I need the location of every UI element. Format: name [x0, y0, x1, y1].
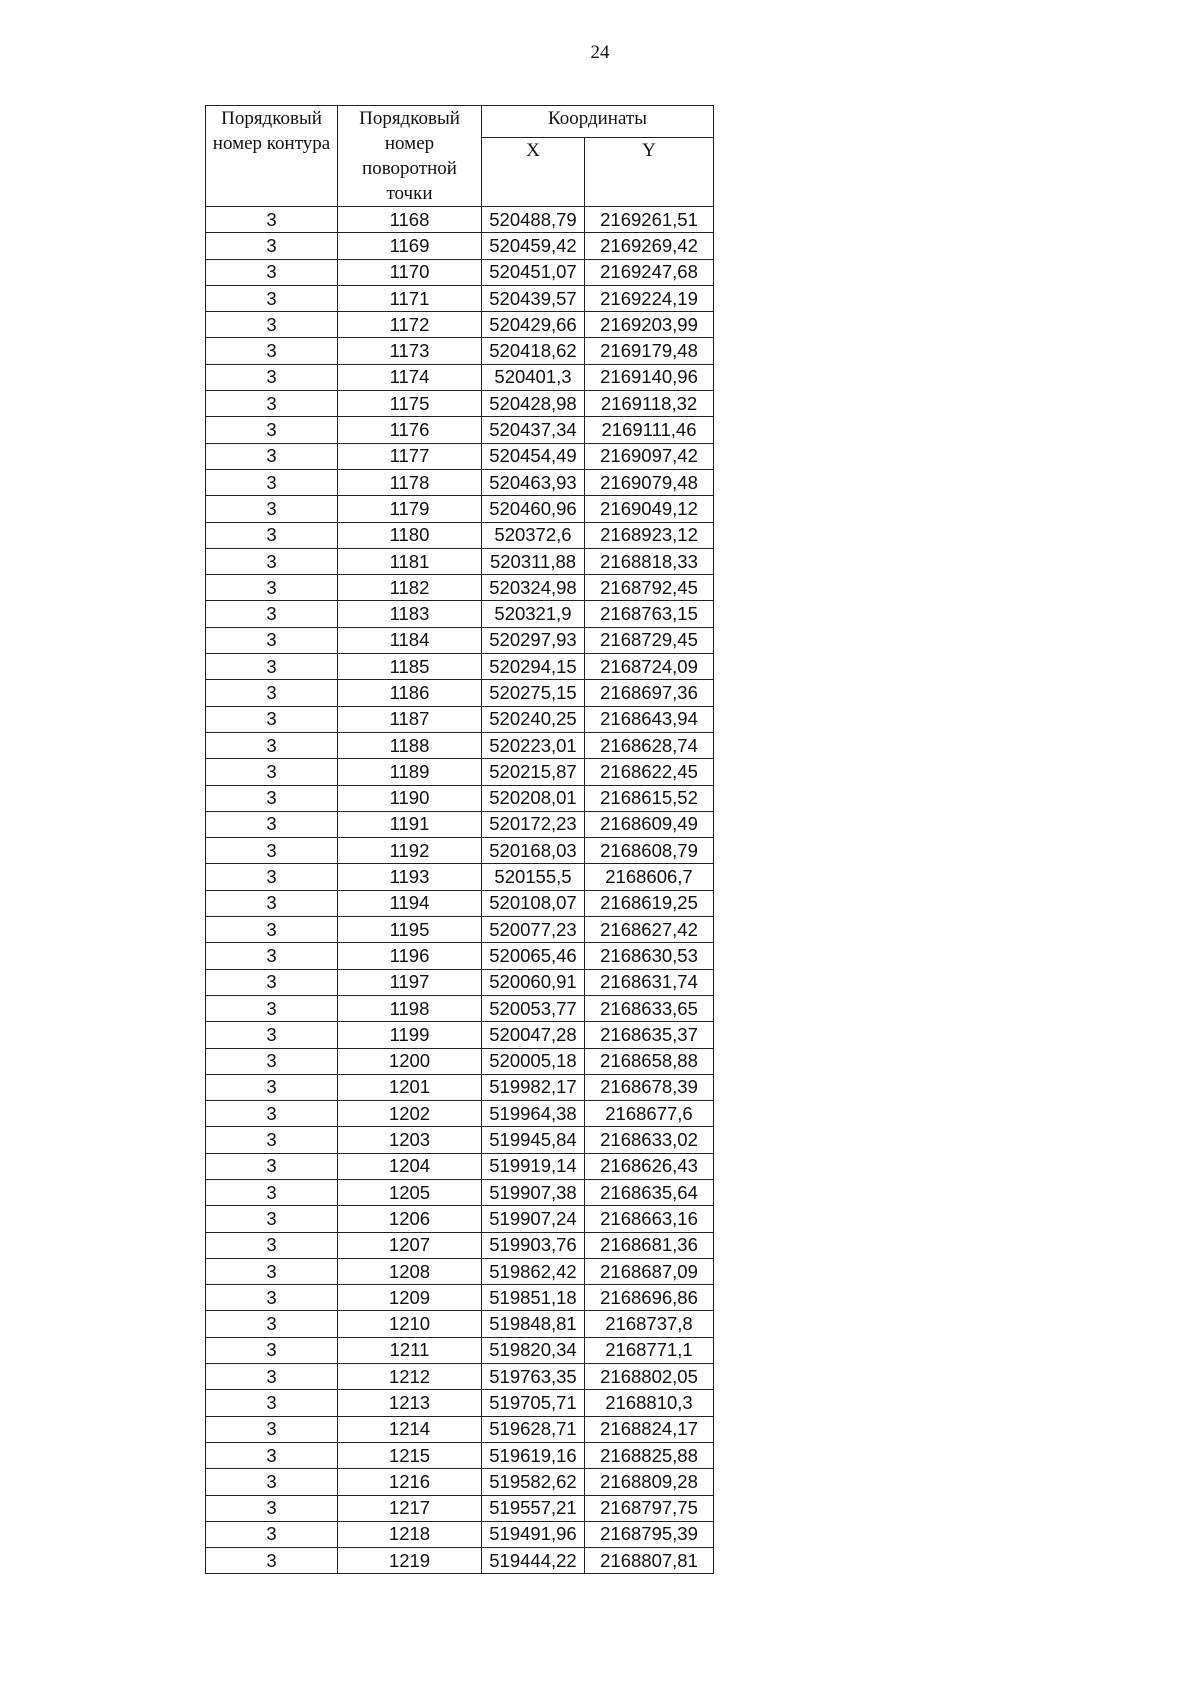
x-coordinate-cell: 519628,71: [482, 1416, 585, 1442]
table-row: [206, 233, 714, 259]
table-row: [206, 391, 714, 417]
x-coordinate-cell: 519491,96: [482, 1521, 585, 1547]
point-number-cell: 1184: [338, 627, 482, 653]
y-coordinate-cell: 2168633,65: [585, 995, 714, 1021]
x-coordinate-cell: 520324,98: [482, 575, 585, 601]
x-coordinate-cell: 520311,88: [482, 548, 585, 574]
contour-number-cell: 3: [206, 1153, 338, 1179]
x-coordinate-cell: 520077,23: [482, 917, 585, 943]
point-number-cell: 1217: [338, 1495, 482, 1521]
header-x: X: [482, 138, 585, 207]
contour-number-cell: 3: [206, 1311, 338, 1337]
point-number-cell: 1202: [338, 1101, 482, 1127]
point-number-cell: 1208: [338, 1258, 482, 1284]
point-number-cell: 1186: [338, 680, 482, 706]
y-coordinate-cell: 2168697,36: [585, 680, 714, 706]
contour-number-cell: 3: [206, 1337, 338, 1363]
x-coordinate-cell: 520155,5: [482, 864, 585, 890]
contour-number-cell: 3: [206, 1127, 338, 1153]
point-number-cell: 1214: [338, 1416, 482, 1442]
y-coordinate-cell: 2168626,43: [585, 1153, 714, 1179]
header-point-number: Порядковый номер поворотной точки: [338, 106, 482, 207]
x-coordinate-cell: 520454,49: [482, 443, 585, 469]
y-coordinate-cell: 2168797,75: [585, 1495, 714, 1521]
x-coordinate-cell: 520297,93: [482, 627, 585, 653]
header-coordinates: Координаты: [482, 106, 714, 138]
table-row: [206, 1285, 714, 1311]
point-number-cell: 1182: [338, 575, 482, 601]
contour-number-cell: 3: [206, 785, 338, 811]
table-row: [206, 1469, 714, 1495]
table-row: [206, 1337, 714, 1363]
table-row: [206, 943, 714, 969]
y-coordinate-cell: 2168678,39: [585, 1074, 714, 1100]
table-row: [206, 443, 714, 469]
x-coordinate-cell: 520108,07: [482, 890, 585, 916]
y-coordinate-cell: 2168824,17: [585, 1416, 714, 1442]
x-coordinate-cell: 520208,01: [482, 785, 585, 811]
y-coordinate-cell: 2168810,3: [585, 1390, 714, 1416]
point-number-cell: 1172: [338, 312, 482, 338]
x-coordinate-cell: 520168,03: [482, 838, 585, 864]
table-row: [206, 312, 714, 338]
table-row: [206, 1364, 714, 1390]
contour-number-cell: 3: [206, 1179, 338, 1205]
contour-number-cell: 3: [206, 207, 338, 233]
x-coordinate-cell: 520065,46: [482, 943, 585, 969]
point-number-cell: 1181: [338, 548, 482, 574]
contour-number-cell: 3: [206, 601, 338, 627]
point-number-cell: 1203: [338, 1127, 482, 1153]
table-row: [206, 917, 714, 943]
contour-number-cell: 3: [206, 1416, 338, 1442]
y-coordinate-cell: 2168606,7: [585, 864, 714, 890]
point-number-cell: 1201: [338, 1074, 482, 1100]
contour-number-cell: 3: [206, 1390, 338, 1416]
contour-number-cell: 3: [206, 917, 338, 943]
contour-number-cell: 3: [206, 627, 338, 653]
table-body: [206, 207, 714, 1574]
contour-number-cell: 3: [206, 1258, 338, 1284]
contour-number-cell: 3: [206, 1364, 338, 1390]
x-coordinate-cell: 520437,34: [482, 417, 585, 443]
point-number-cell: 1205: [338, 1179, 482, 1205]
contour-number-cell: 3: [206, 312, 338, 338]
table-row: [206, 207, 714, 233]
contour-number-cell: 3: [206, 1206, 338, 1232]
y-coordinate-cell: 2168635,64: [585, 1179, 714, 1205]
x-coordinate-cell: 520053,77: [482, 995, 585, 1021]
x-coordinate-cell: 519848,81: [482, 1311, 585, 1337]
table-row: [206, 1521, 714, 1547]
y-coordinate-cell: 2168663,16: [585, 1206, 714, 1232]
y-coordinate-cell: 2168763,15: [585, 601, 714, 627]
contour-number-cell: 3: [206, 1101, 338, 1127]
x-coordinate-cell: 520294,15: [482, 654, 585, 680]
table-row: [206, 601, 714, 627]
x-coordinate-cell: 520451,07: [482, 259, 585, 285]
table-row: [206, 1127, 714, 1153]
table-row: [206, 1153, 714, 1179]
y-coordinate-cell: 2168615,52: [585, 785, 714, 811]
table-row: [206, 838, 714, 864]
contour-number-cell: 3: [206, 1048, 338, 1074]
x-coordinate-cell: 520060,91: [482, 969, 585, 995]
y-coordinate-cell: 2168807,81: [585, 1548, 714, 1574]
contour-number-cell: 3: [206, 1022, 338, 1048]
contour-number-cell: 3: [206, 469, 338, 495]
point-number-cell: 1179: [338, 496, 482, 522]
page-number: 24: [590, 42, 610, 63]
point-number-cell: 1206: [338, 1206, 482, 1232]
x-coordinate-cell: 519919,14: [482, 1153, 585, 1179]
table-row: [206, 995, 714, 1021]
x-coordinate-cell: 520428,98: [482, 391, 585, 417]
point-number-cell: 1196: [338, 943, 482, 969]
table-row: [206, 1206, 714, 1232]
y-coordinate-cell: 2168635,37: [585, 1022, 714, 1048]
y-coordinate-cell: 2168724,09: [585, 654, 714, 680]
contour-number-cell: 3: [206, 1442, 338, 1468]
y-coordinate-cell: 2169261,51: [585, 207, 714, 233]
y-coordinate-cell: 2169203,99: [585, 312, 714, 338]
table-row: [206, 1101, 714, 1127]
point-number-cell: 1204: [338, 1153, 482, 1179]
point-number-cell: 1218: [338, 1521, 482, 1547]
contour-number-cell: 3: [206, 706, 338, 732]
x-coordinate-cell: 519557,21: [482, 1495, 585, 1521]
point-number-cell: 1168: [338, 207, 482, 233]
x-coordinate-cell: 519945,84: [482, 1127, 585, 1153]
point-number-cell: 1169: [338, 233, 482, 259]
header-y: Y: [585, 138, 714, 207]
y-coordinate-cell: 2169140,96: [585, 364, 714, 390]
table-row: [206, 1416, 714, 1442]
x-coordinate-cell: 520463,93: [482, 469, 585, 495]
x-coordinate-cell: 520418,62: [482, 338, 585, 364]
table-row: [206, 364, 714, 390]
coordinates-table: [205, 105, 714, 1574]
contour-number-cell: 3: [206, 1521, 338, 1547]
x-coordinate-cell: 519582,62: [482, 1469, 585, 1495]
y-coordinate-cell: 2168628,74: [585, 732, 714, 758]
contour-number-cell: 3: [206, 233, 338, 259]
y-coordinate-cell: 2168627,42: [585, 917, 714, 943]
table-row: [206, 1548, 714, 1574]
contour-number-cell: 3: [206, 259, 338, 285]
point-number-cell: 1213: [338, 1390, 482, 1416]
header-contour-number: Порядковый номер контура: [206, 106, 338, 207]
y-coordinate-cell: 2168771,1: [585, 1337, 714, 1363]
contour-number-cell: 3: [206, 1232, 338, 1258]
y-coordinate-cell: 2168737,8: [585, 1311, 714, 1337]
x-coordinate-cell: 519444,22: [482, 1548, 585, 1574]
y-coordinate-cell: 2169179,48: [585, 338, 714, 364]
table-row: [206, 969, 714, 995]
x-coordinate-cell: 519907,38: [482, 1179, 585, 1205]
table-row: [206, 759, 714, 785]
table-row: [206, 654, 714, 680]
contour-number-cell: 3: [206, 838, 338, 864]
table-row: [206, 627, 714, 653]
contour-number-cell: 3: [206, 1285, 338, 1311]
x-coordinate-cell: 519964,38: [482, 1101, 585, 1127]
table-row: [206, 496, 714, 522]
y-coordinate-cell: 2168608,79: [585, 838, 714, 864]
table-row: [206, 1074, 714, 1100]
point-number-cell: 1192: [338, 838, 482, 864]
contour-number-cell: 3: [206, 417, 338, 443]
x-coordinate-cell: 519903,76: [482, 1232, 585, 1258]
point-number-cell: 1210: [338, 1311, 482, 1337]
y-coordinate-cell: 2168630,53: [585, 943, 714, 969]
contour-number-cell: 3: [206, 654, 338, 680]
point-number-cell: 1178: [338, 469, 482, 495]
y-coordinate-cell: 2168729,45: [585, 627, 714, 653]
point-number-cell: 1173: [338, 338, 482, 364]
point-number-cell: 1197: [338, 969, 482, 995]
contour-number-cell: 3: [206, 364, 338, 390]
point-number-cell: 1200: [338, 1048, 482, 1074]
point-number-cell: 1177: [338, 443, 482, 469]
table-row: [206, 811, 714, 837]
x-coordinate-cell: 520047,28: [482, 1022, 585, 1048]
table-row: [206, 1495, 714, 1521]
point-number-cell: 1215: [338, 1442, 482, 1468]
table-row: [206, 1311, 714, 1337]
x-coordinate-cell: 520459,42: [482, 233, 585, 259]
x-coordinate-cell: 520372,6: [482, 522, 585, 548]
table-row: [206, 1048, 714, 1074]
contour-number-cell: 3: [206, 969, 338, 995]
table-row: [206, 706, 714, 732]
point-number-cell: 1175: [338, 391, 482, 417]
y-coordinate-cell: 2169097,42: [585, 443, 714, 469]
y-coordinate-cell: 2168825,88: [585, 1442, 714, 1468]
table-row: [206, 522, 714, 548]
contour-number-cell: 3: [206, 496, 338, 522]
table-row: [206, 285, 714, 311]
point-number-cell: 1193: [338, 864, 482, 890]
table-row: [206, 680, 714, 706]
x-coordinate-cell: 520240,25: [482, 706, 585, 732]
y-coordinate-cell: 2168795,39: [585, 1521, 714, 1547]
x-coordinate-cell: 520172,23: [482, 811, 585, 837]
y-coordinate-cell: 2168687,09: [585, 1258, 714, 1284]
table-row: [206, 1022, 714, 1048]
x-coordinate-cell: 519982,17: [482, 1074, 585, 1100]
point-number-cell: 1171: [338, 285, 482, 311]
x-coordinate-cell: 519907,24: [482, 1206, 585, 1232]
table-row: [206, 1179, 714, 1205]
contour-number-cell: 3: [206, 575, 338, 601]
x-coordinate-cell: 519619,16: [482, 1442, 585, 1468]
x-coordinate-cell: 519820,34: [482, 1337, 585, 1363]
point-number-cell: 1189: [338, 759, 482, 785]
y-coordinate-cell: 2169247,68: [585, 259, 714, 285]
point-number-cell: 1195: [338, 917, 482, 943]
contour-number-cell: 3: [206, 864, 338, 890]
contour-number-cell: 3: [206, 285, 338, 311]
contour-number-cell: 3: [206, 443, 338, 469]
y-coordinate-cell: 2168631,74: [585, 969, 714, 995]
contour-number-cell: 3: [206, 995, 338, 1021]
y-coordinate-cell: 2168792,45: [585, 575, 714, 601]
y-coordinate-cell: 2169118,32: [585, 391, 714, 417]
point-number-cell: 1170: [338, 259, 482, 285]
contour-number-cell: 3: [206, 522, 338, 548]
y-coordinate-cell: 2169224,19: [585, 285, 714, 311]
contour-number-cell: 3: [206, 811, 338, 837]
y-coordinate-cell: 2168677,6: [585, 1101, 714, 1127]
y-coordinate-cell: 2168681,36: [585, 1232, 714, 1258]
contour-number-cell: 3: [206, 759, 338, 785]
y-coordinate-cell: 2169079,48: [585, 469, 714, 495]
contour-number-cell: 3: [206, 548, 338, 574]
point-number-cell: 1211: [338, 1337, 482, 1363]
x-coordinate-cell: 519862,42: [482, 1258, 585, 1284]
table-row: [206, 1258, 714, 1284]
table-row: [206, 575, 714, 601]
point-number-cell: 1187: [338, 706, 482, 732]
x-coordinate-cell: 520223,01: [482, 732, 585, 758]
x-coordinate-cell: 520439,57: [482, 285, 585, 311]
y-coordinate-cell: 2168643,94: [585, 706, 714, 732]
y-coordinate-cell: 2168809,28: [585, 1469, 714, 1495]
contour-number-cell: 3: [206, 943, 338, 969]
table-row: [206, 338, 714, 364]
point-number-cell: 1212: [338, 1364, 482, 1390]
table-row: [206, 732, 714, 758]
y-coordinate-cell: 2168923,12: [585, 522, 714, 548]
x-coordinate-cell: 520460,96: [482, 496, 585, 522]
table-row: [206, 785, 714, 811]
point-number-cell: 1194: [338, 890, 482, 916]
x-coordinate-cell: 520401,3: [482, 364, 585, 390]
table-row: [206, 259, 714, 285]
y-coordinate-cell: 2168696,86: [585, 1285, 714, 1311]
x-coordinate-cell: 520275,15: [482, 680, 585, 706]
contour-number-cell: 3: [206, 1469, 338, 1495]
table-row: [206, 548, 714, 574]
contour-number-cell: 3: [206, 890, 338, 916]
point-number-cell: 1216: [338, 1469, 482, 1495]
contour-number-cell: 3: [206, 732, 338, 758]
x-coordinate-cell: 520321,9: [482, 601, 585, 627]
y-coordinate-cell: 2168622,45: [585, 759, 714, 785]
y-coordinate-cell: 2168802,05: [585, 1364, 714, 1390]
point-number-cell: 1185: [338, 654, 482, 680]
contour-number-cell: 3: [206, 391, 338, 417]
point-number-cell: 1209: [338, 1285, 482, 1311]
table-row: [206, 864, 714, 890]
table-row: [206, 417, 714, 443]
table-row: [206, 469, 714, 495]
x-coordinate-cell: 520429,66: [482, 312, 585, 338]
x-coordinate-cell: 519851,18: [482, 1285, 585, 1311]
x-coordinate-cell: 520215,87: [482, 759, 585, 785]
point-number-cell: 1191: [338, 811, 482, 837]
point-number-cell: 1199: [338, 1022, 482, 1048]
point-number-cell: 1207: [338, 1232, 482, 1258]
y-coordinate-cell: 2168609,49: [585, 811, 714, 837]
y-coordinate-cell: 2169111,46: [585, 417, 714, 443]
contour-number-cell: 3: [206, 1074, 338, 1100]
contour-number-cell: 3: [206, 1548, 338, 1574]
y-coordinate-cell: 2169049,12: [585, 496, 714, 522]
point-number-cell: 1183: [338, 601, 482, 627]
x-coordinate-cell: 519705,71: [482, 1390, 585, 1416]
table-row: [206, 1390, 714, 1416]
y-coordinate-cell: 2169269,42: [585, 233, 714, 259]
x-coordinate-cell: 520005,18: [482, 1048, 585, 1074]
contour-number-cell: 3: [206, 338, 338, 364]
point-number-cell: 1180: [338, 522, 482, 548]
x-coordinate-cell: 519763,35: [482, 1364, 585, 1390]
y-coordinate-cell: 2168633,02: [585, 1127, 714, 1153]
x-coordinate-cell: 520488,79: [482, 207, 585, 233]
contour-number-cell: 3: [206, 680, 338, 706]
point-number-cell: 1219: [338, 1548, 482, 1574]
point-number-cell: 1188: [338, 732, 482, 758]
table-row: [206, 890, 714, 916]
table-row: [206, 1232, 714, 1258]
point-number-cell: 1174: [338, 364, 482, 390]
y-coordinate-cell: 2168658,88: [585, 1048, 714, 1074]
point-number-cell: 1198: [338, 995, 482, 1021]
point-number-cell: 1190: [338, 785, 482, 811]
y-coordinate-cell: 2168818,33: [585, 548, 714, 574]
table-row: [206, 1442, 714, 1468]
point-number-cell: 1176: [338, 417, 482, 443]
y-coordinate-cell: 2168619,25: [585, 890, 714, 916]
contour-number-cell: 3: [206, 1495, 338, 1521]
